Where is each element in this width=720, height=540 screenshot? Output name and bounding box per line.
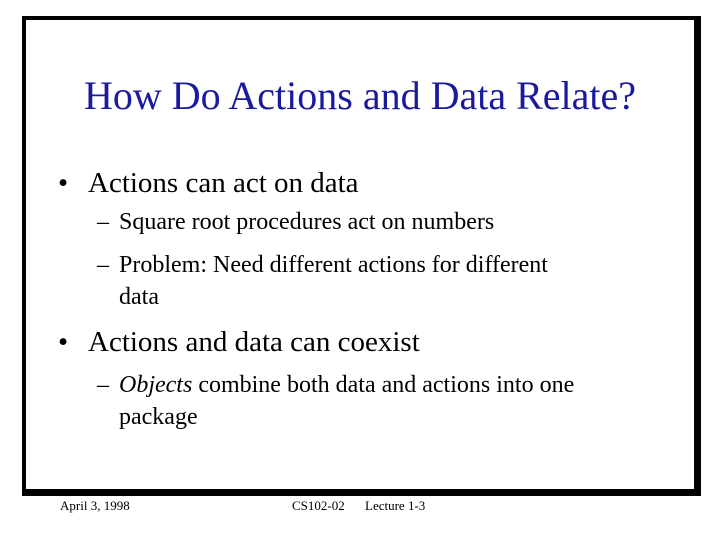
sub-dash: –: [97, 209, 109, 235]
bullet-actions-act-on-data: [58, 166, 359, 200]
subitem-text: Square root procedures act on numbers: [119, 209, 495, 235]
subitem-text-line1: combine both data and actions into one: [192, 372, 575, 398]
bullet-dot: •: [58, 167, 69, 199]
bullet-text: Actions and data can coexist: [88, 326, 420, 358]
subitem-square-root: [97, 206, 677, 238]
subitem-text-line2: data: [119, 284, 159, 310]
subitem-problem: [97, 249, 677, 313]
bullet-actions-and-data-coexist: [58, 325, 420, 359]
sub-dash: –: [97, 372, 109, 398]
subitem-emphasis: Objects: [119, 372, 193, 398]
footer-date: April 3, 1998: [60, 498, 130, 513]
subitem-text-line1: Problem: Need different actions for different: [119, 252, 548, 278]
slide-title: How Do Actions and Data Relate?: [83, 73, 637, 118]
sub-dash: –: [97, 252, 109, 278]
subitem-objects: [97, 369, 677, 433]
footer-lecture: Lecture 1-3: [365, 498, 426, 513]
bullet-text: Actions can act on data: [88, 167, 359, 199]
footer-course: CS102-02: [292, 498, 345, 513]
bullet-dot: •: [58, 326, 69, 358]
subitem-text-line2: package: [119, 404, 198, 430]
